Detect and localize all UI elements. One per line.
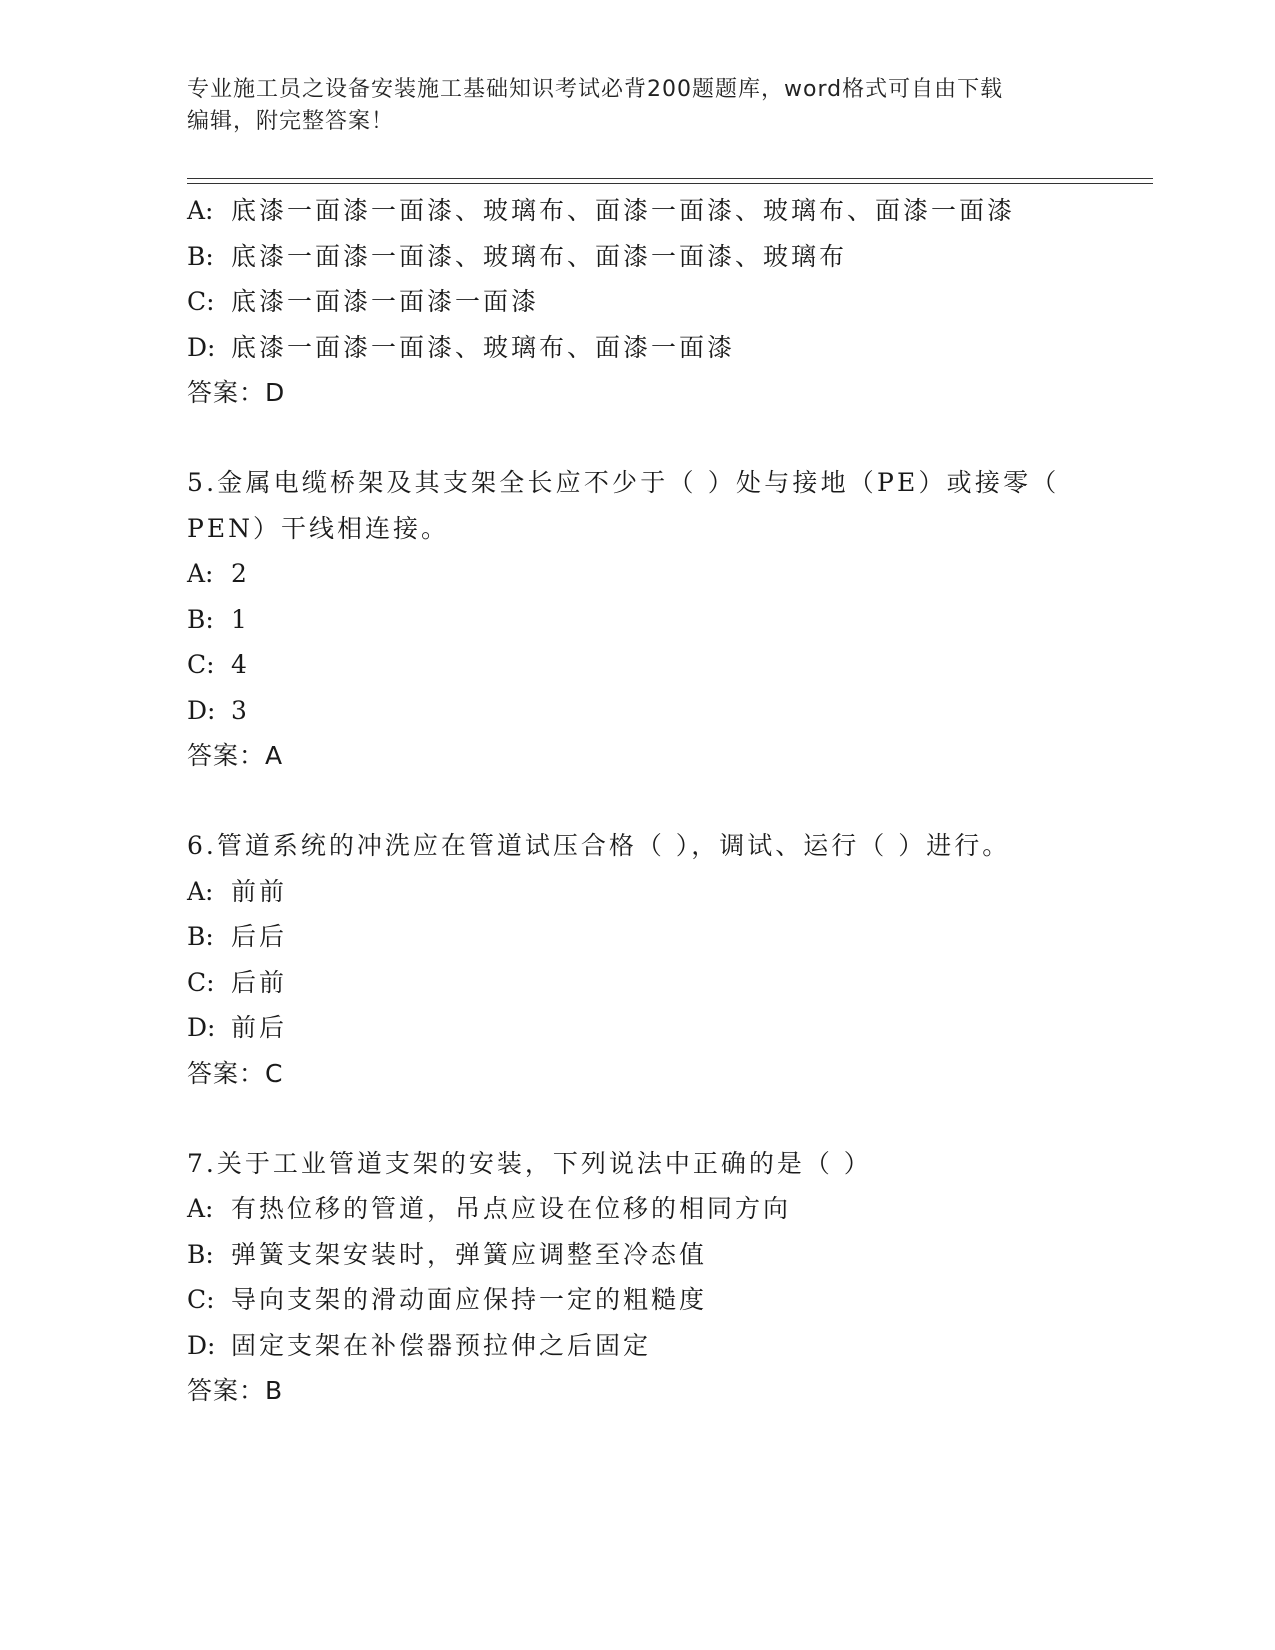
option-label: D: xyxy=(187,1330,216,1360)
option-c xyxy=(187,279,1147,325)
option-text: 有热位移的管道，吊点应设在位移的相同方向 xyxy=(231,1194,792,1223)
option-b xyxy=(187,1232,1147,1278)
option-d xyxy=(187,1005,1147,1051)
option-text: 导向支架的滑动面应保持一定的粗糙度 xyxy=(231,1285,708,1314)
option-b xyxy=(187,234,1147,280)
option-label: A: xyxy=(187,1194,214,1223)
option-a xyxy=(187,188,1147,234)
option-text: 固定支架在补偿器预拉伸之后固定 xyxy=(231,1330,652,1360)
option-label: D: xyxy=(187,1013,216,1042)
option-label: A: xyxy=(187,559,214,588)
spacer xyxy=(187,779,1147,823)
option-text: 2 xyxy=(231,559,250,588)
answer: 答案：B xyxy=(187,1376,284,1405)
question-5 xyxy=(187,460,1147,779)
question-stem-continued: PEN）干线相连接。 xyxy=(187,513,449,543)
answer: 答案：D xyxy=(187,378,286,407)
option-label: A: xyxy=(187,876,214,906)
option-b xyxy=(187,597,1147,643)
question-4 xyxy=(187,188,1147,416)
option-c xyxy=(187,960,1147,1006)
option-text: 底漆一面漆一面漆一面漆 xyxy=(231,287,540,316)
option-label: B: xyxy=(187,1239,214,1269)
option-a xyxy=(187,1186,1147,1232)
option-d xyxy=(187,1323,1147,1369)
option-label: C: xyxy=(187,287,215,316)
option-c xyxy=(187,642,1147,688)
option-text: 后后 xyxy=(231,922,288,951)
spacer xyxy=(187,1097,1147,1141)
spacer xyxy=(187,416,1147,460)
option-label: C: xyxy=(187,650,215,679)
header-line-2: 编辑，附完整答案！ xyxy=(187,109,395,134)
option-text: 4 xyxy=(231,650,250,679)
option-label: B: xyxy=(187,604,214,634)
option-text: 底漆一面漆一面漆、玻璃布、面漆一面漆、玻璃布 xyxy=(231,241,848,271)
question-list xyxy=(187,188,1147,1414)
option-d xyxy=(187,325,1147,371)
option-label: B: xyxy=(187,922,214,951)
question-6 xyxy=(187,823,1147,1097)
option-text: 1 xyxy=(231,604,250,634)
option-label: C: xyxy=(187,967,215,997)
option-a xyxy=(187,869,1147,915)
option-label: D: xyxy=(187,332,216,362)
answer: 答案：A xyxy=(187,741,284,770)
option-text: 弹簧支架安装时，弹簧应调整至冷态值 xyxy=(231,1239,708,1269)
option-text: 前前 xyxy=(231,876,288,906)
option-label: C: xyxy=(187,1285,215,1314)
header-line-1: 专业施工员之设备安装施工基础知识考试必背200题题库，word格式可自由下载 xyxy=(187,77,1004,102)
option-d xyxy=(187,688,1147,734)
answer: 答案：C xyxy=(187,1058,284,1088)
option-text: 底漆一面漆一面漆、玻璃布、面漆一面漆、玻璃布、面漆一面漆 xyxy=(231,196,1016,225)
option-label: D: xyxy=(187,695,216,725)
question-stem: 5.金属电缆桥架及其支架全长应不少于（ ）处与接地（PE）或接零（ xyxy=(187,468,1060,497)
option-b xyxy=(187,914,1147,960)
header-divider-bottom xyxy=(187,183,1153,184)
option-c xyxy=(187,1277,1147,1323)
option-text: 后前 xyxy=(231,967,288,997)
question-stem: 6.管道系统的冲洗应在管道试压合格（ ），调试、运行（ ）进行。 xyxy=(187,831,1011,860)
option-a xyxy=(187,551,1147,597)
option-text: 底漆一面漆一面漆、玻璃布、面漆一面漆 xyxy=(231,332,736,362)
header-divider-top xyxy=(187,178,1153,179)
option-label: B: xyxy=(187,241,214,271)
option-text: 前后 xyxy=(231,1013,288,1042)
option-label: A: xyxy=(187,196,214,225)
question-stem: 7.关于工业管道支架的安装，下列说法中正确的是（ ） xyxy=(187,1148,872,1178)
document-header xyxy=(187,74,1087,138)
option-text: 3 xyxy=(231,695,250,725)
question-7 xyxy=(187,1141,1147,1415)
